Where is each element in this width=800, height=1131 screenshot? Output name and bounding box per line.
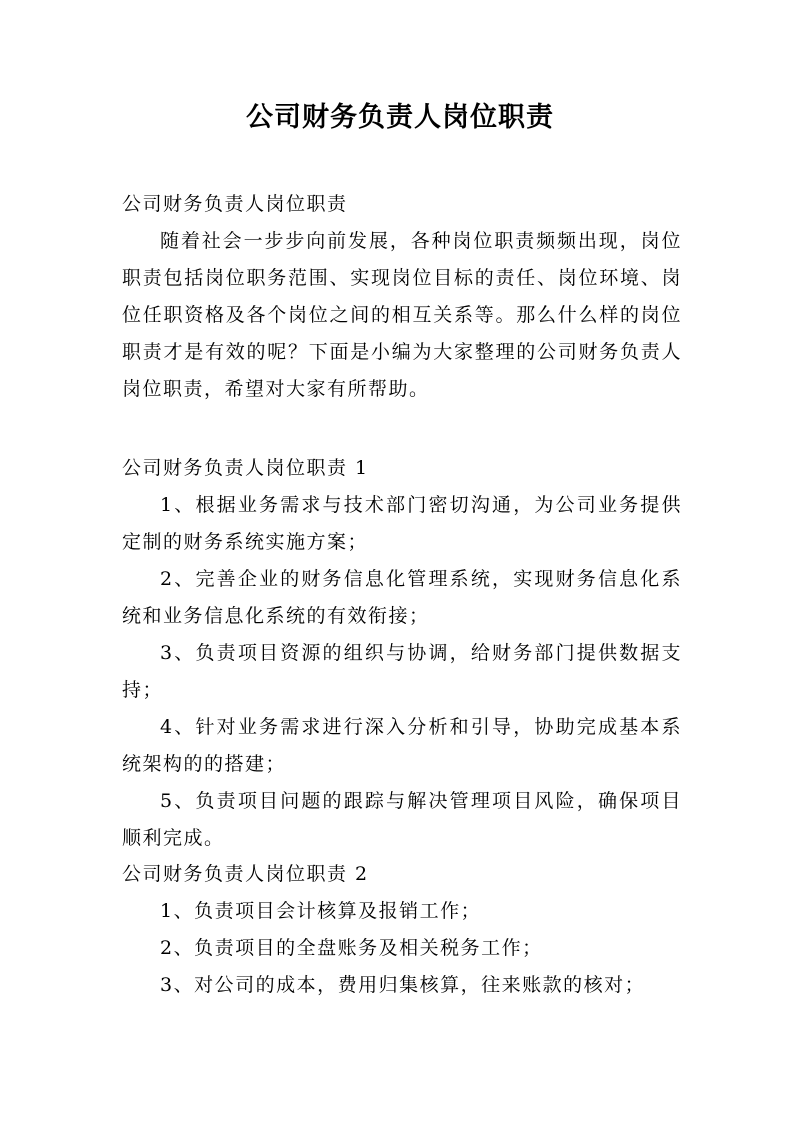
- list-item: 3、负责项目资源的组织与协调，给财务部门提供数据支持；: [122, 642, 682, 701]
- section-2: [122, 856, 682, 1004]
- intro-paragraph: 随着社会一步步向前发展，各种岗位职责频频出现，岗位职责包括岗位职务范围、实现岗位目标的责任、岗位环境、岗位任职资格及各个岗位之间的相互关系等。那么什么样的岗位职责才是有效的呢？下面是小编为大家整理的公司财务负责人岗位职责，希望对大家有所帮助。: [122, 230, 682, 400]
- intro-heading: 公司财务负责人岗位职责: [122, 193, 348, 215]
- list-item: 2、完善企业的财务信息化管理系统，实现财务信息化系统和业务信息化系统的有效衔接；: [122, 568, 682, 627]
- list-item: 1、负责项目会计核算及报销工作；: [160, 900, 482, 922]
- section-heading: 公司财务负责人岗位职责 1: [122, 457, 369, 479]
- document-title: 公司财务负责人岗位职责: [246, 102, 554, 133]
- list-item: 4、针对业务需求进行深入分析和引导，协助完成基本系统架构的的搭建；: [122, 716, 682, 775]
- list-item: 3、对公司的成本，费用归集核算，往来账款的核对；: [160, 974, 646, 996]
- list-item: 2、负责项目的全盘账务及相关税务工作；: [160, 937, 543, 959]
- list-item: 1、根据业务需求与技术部门密切沟通，为公司业务提供定制的财务系统实施方案；: [122, 494, 682, 553]
- section-1: [122, 450, 682, 857]
- section-heading: 公司财务负责人岗位职责 2: [122, 863, 369, 885]
- list-item: 5、负责项目问题的跟踪与解决管理项目风险，确保项目顺利完成。: [122, 790, 682, 849]
